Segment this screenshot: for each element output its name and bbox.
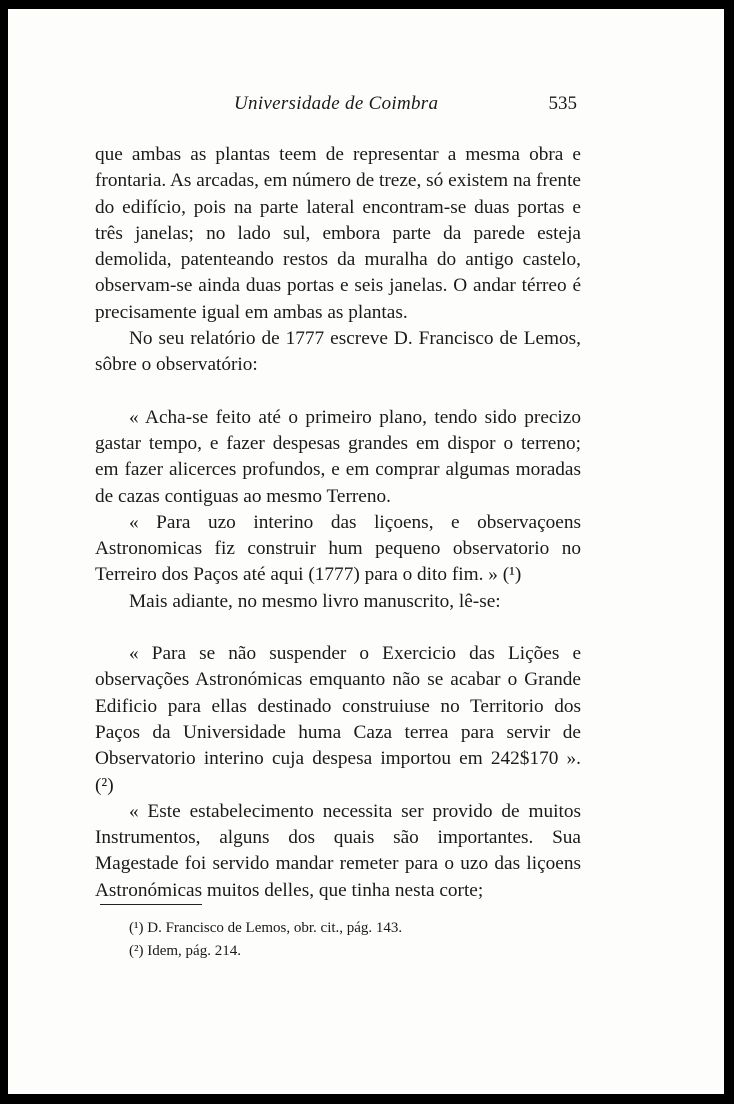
body-text (95, 142, 581, 904)
paragraph-gap (95, 615, 581, 641)
quote-paragraph-1: « Acha-se feito até o primeiro plano, tendo sido precizo gastar tempo, e fazer despesas grandes em dispor o terreno; em fazer alicerces profundos, e em comprar algumas moradas de cazas contiguas ao mesmo Terreno. (95, 406, 581, 507)
quote-paragraph-2: « Para uzo interino das liçoens, e observaçoens Astronomicas fiz construir hum pequeno observatorio no Terreiro dos Paços até aqui (1777) para o dito fim. » (¹) (95, 511, 581, 586)
page-header (95, 93, 581, 123)
footnotes (95, 917, 581, 963)
footnote-2: (²) Idem, pág. 214. (129, 943, 241, 959)
paragraph-gap (95, 379, 581, 405)
paragraph-1: que ambas as plantas teem de representar a mesma obra e frontaria. As arcadas, em número de treze, só existem na frente do edifício, pois na parte lateral encontram-se duas portas e três janelas; no lado sul, embora parte da parede esteja demolida, patenteando restos da muralha do antigo castelo, observam-se ainda duas portas e seis janelas. O andar térreo é precisamente igual em ambas as plantas. (95, 144, 581, 323)
page-number: 535 (548, 93, 577, 114)
book-page (8, 9, 724, 1094)
paragraph-3: Mais adiante, no mesmo livro manuscrito, lê-se: (129, 590, 501, 612)
footnote-1: (¹) D. Francisco de Lemos, obr. cit., pág. 143. (129, 920, 403, 936)
running-head: Universidade de Coimbra (234, 93, 439, 114)
footnote-divider (100, 904, 202, 905)
quote-paragraph-4: « Este estabelecimento necessita ser provido de muitos Instrumentos, alguns dos quais são importantes. Sua Magestade foi servido mandar remeter para o uzo das liçoens Astronómicas muitos delles, que tinha nesta corte; (95, 800, 581, 901)
paragraph-2: No seu relatório de 1777 escreve D. Francisco de Lemos, sôbre o observatório: (95, 328, 581, 376)
quote-paragraph-3: « Para se não suspender o Exercicio das Lições e observações Astronómicas emquanto não se acabar o Grande Edificio para ellas destinado construiuse no Territorio dos Paços da Universidade huma Caza terrea para servir de Observatorio interino cuja despesa importou em 242$170 ». (²) (95, 643, 581, 796)
